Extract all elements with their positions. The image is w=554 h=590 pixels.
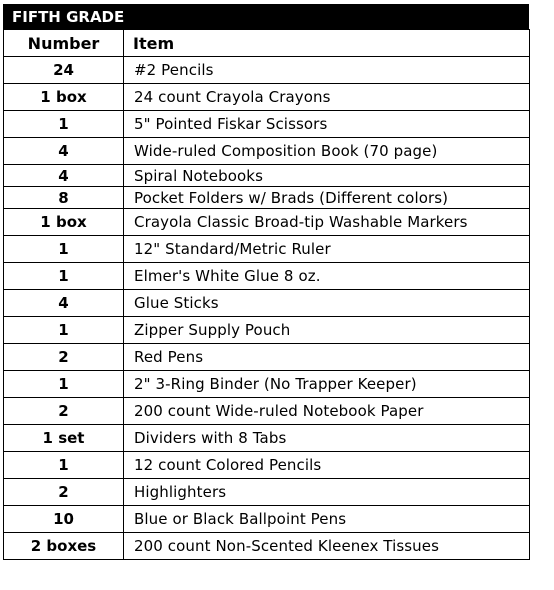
table-row <box>4 209 530 236</box>
supply-table <box>3 29 530 560</box>
table-row <box>4 425 530 452</box>
supply-list <box>3 4 529 560</box>
item-cell: 5" Pointed Fiskar Scissors <box>124 111 530 138</box>
table-row <box>4 165 530 187</box>
quantity-cell: 2 <box>4 344 124 371</box>
table-row <box>4 236 530 263</box>
header-row <box>4 30 530 57</box>
table-row <box>4 506 530 533</box>
item-cell: Red Pens <box>124 344 530 371</box>
item-cell: 200 count Wide-ruled Notebook Paper <box>124 398 530 425</box>
item-cell: 2" 3-Ring Binder (No Trapper Keeper) <box>124 371 530 398</box>
quantity-cell: 4 <box>4 138 124 165</box>
item-cell: Blue or Black Ballpoint Pens <box>124 506 530 533</box>
quantity-cell: 4 <box>4 290 124 317</box>
column-header-number: Number <box>4 30 124 57</box>
table-row <box>4 317 530 344</box>
item-cell: Pocket Folders w/ Brads (Different colors) <box>124 187 530 209</box>
table-row <box>4 290 530 317</box>
item-cell: Elmer's White Glue 8 oz. <box>124 263 530 290</box>
quantity-cell: 10 <box>4 506 124 533</box>
table-row <box>4 398 530 425</box>
table-row <box>4 138 530 165</box>
item-cell: Dividers with 8 Tabs <box>124 425 530 452</box>
table-row <box>4 452 530 479</box>
quantity-cell: 1 <box>4 236 124 263</box>
table-row <box>4 111 530 138</box>
item-cell: 200 count Non-Scented Kleenex Tissues <box>124 533 530 560</box>
item-cell: Zipper Supply Pouch <box>124 317 530 344</box>
quantity-cell: 1 <box>4 317 124 344</box>
grade-title: FIFTH GRADE <box>3 4 529 29</box>
item-cell: Highlighters <box>124 479 530 506</box>
table-row <box>4 263 530 290</box>
quantity-cell: 2 <box>4 398 124 425</box>
table-row <box>4 479 530 506</box>
item-cell: #2 Pencils <box>124 57 530 84</box>
quantity-cell: 1 <box>4 452 124 479</box>
quantity-cell: 1 <box>4 111 124 138</box>
quantity-cell: 2 <box>4 479 124 506</box>
table-row <box>4 187 530 209</box>
table-row <box>4 371 530 398</box>
quantity-cell: 1 <box>4 263 124 290</box>
quantity-cell: 1 <box>4 371 124 398</box>
item-cell: Glue Sticks <box>124 290 530 317</box>
item-cell: Crayola Classic Broad-tip Washable Markers <box>124 209 530 236</box>
item-cell: Wide-ruled Composition Book (70 page) <box>124 138 530 165</box>
quantity-cell: 1 box <box>4 209 124 236</box>
quantity-cell: 1 set <box>4 425 124 452</box>
item-cell: 12 count Colored Pencils <box>124 452 530 479</box>
item-cell: Spiral Notebooks <box>124 165 530 187</box>
column-header-item: Item <box>124 30 530 57</box>
table-row <box>4 344 530 371</box>
table-row <box>4 533 530 560</box>
item-cell: 24 count Crayola Crayons <box>124 84 530 111</box>
quantity-cell: 8 <box>4 187 124 209</box>
quantity-cell: 1 box <box>4 84 124 111</box>
quantity-cell: 2 boxes <box>4 533 124 560</box>
item-cell: 12" Standard/Metric Ruler <box>124 236 530 263</box>
table-row <box>4 84 530 111</box>
quantity-cell: 4 <box>4 165 124 187</box>
table-row <box>4 57 530 84</box>
quantity-cell: 24 <box>4 57 124 84</box>
